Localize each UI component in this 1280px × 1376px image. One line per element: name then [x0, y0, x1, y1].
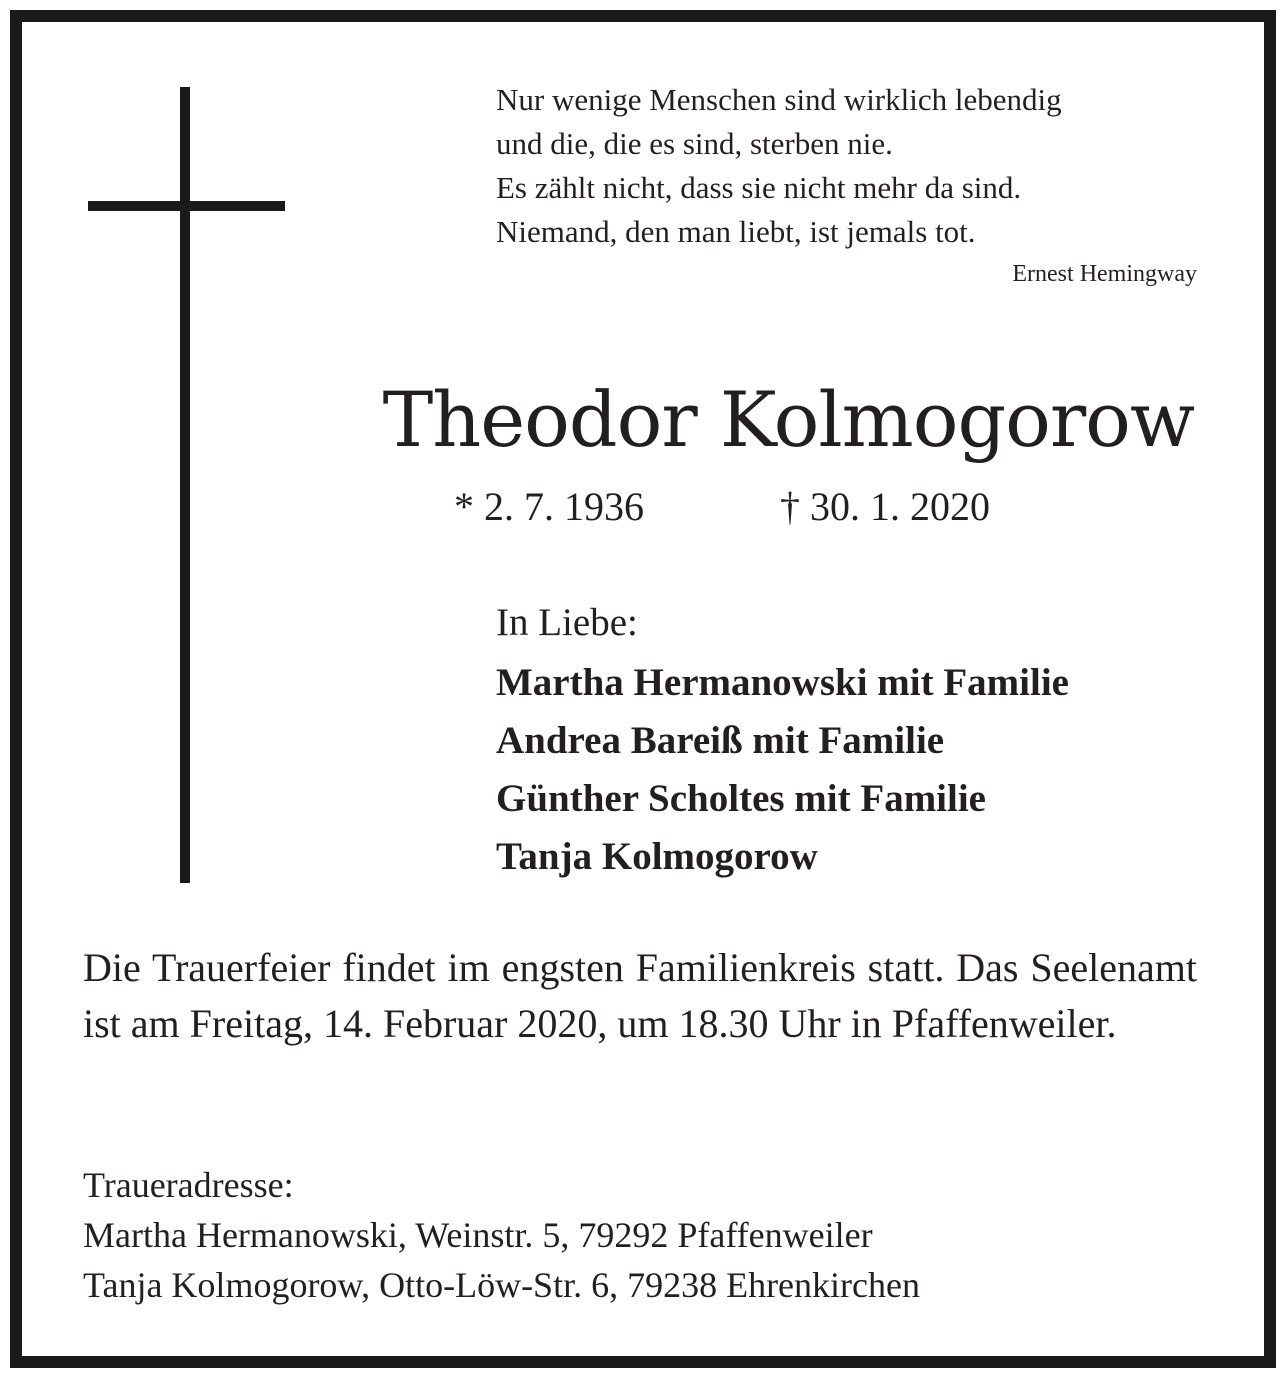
mourners-block [496, 597, 1236, 886]
quote-line: Nur wenige Menschen sind wirklich lebendig [496, 82, 1062, 117]
address-line: Tanja Kolmogorow, Otto-Löw-Str. 6, 79238 Ehrenkirchen [83, 1265, 920, 1305]
quote-block [496, 78, 1256, 254]
mourner-name: Martha Hermanowski mit Familie [496, 661, 1069, 704]
mourners-intro: In Liebe: [496, 601, 638, 644]
quote-line: Es zählt nicht, dass sie nicht mehr da sind. [496, 170, 1022, 205]
address-line: Martha Hermanowski, Weinstr. 5, 79292 Pfaffenweiler [83, 1215, 873, 1255]
mourner-name: Andrea Bareiß mit Familie [496, 719, 945, 762]
quote-line: Niemand, den man liebt, ist jemals tot. [496, 214, 976, 249]
ceremony-notice: Die Trauerfeier findet im engsten Familienkreis statt. Das Seelenamt ist am Freitag, 14. Februar 2020, um 18.30 Uhr in Pfaffenweiler. [83, 945, 1197, 1046]
quote-author: Ernest Hemingway [1012, 261, 1197, 287]
death-date: † 30. 1. 2020 [780, 484, 990, 529]
cross-icon-bar [88, 201, 285, 211]
mourner-name: Günther Scholtes mit Familie [496, 777, 986, 820]
mourning-address [83, 1160, 1183, 1310]
quote-line: und die, die es sind, sterben nie. [496, 126, 893, 161]
address-heading: Traueradresse: [83, 1165, 294, 1205]
mourner-name: Tanja Kolmogorow [496, 835, 818, 878]
deceased-name: Theodor Kolmogorow [382, 375, 1194, 464]
birth-date: * 2. 7. 1936 [454, 484, 644, 529]
